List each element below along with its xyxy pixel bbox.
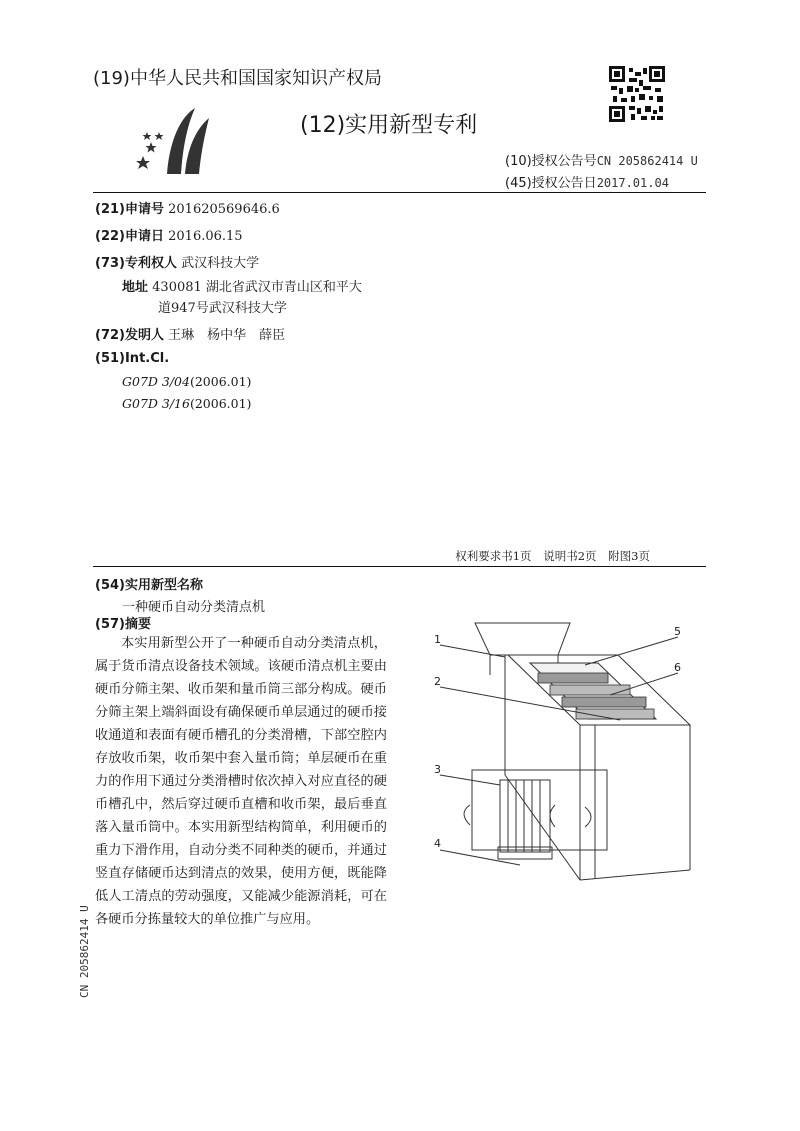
- patentee-value: 武汉科技大学: [181, 256, 260, 271]
- section-divider: [93, 566, 706, 567]
- figure-label-2: 2: [434, 675, 441, 688]
- app-date-value: 2016.06.15: [168, 229, 243, 244]
- figure-label-5: 5: [674, 625, 681, 638]
- patent-kind: (12)实用新型专利: [300, 113, 478, 138]
- abstract-label: (57)摘要: [95, 617, 151, 632]
- title-heading: [95, 574, 203, 593]
- ipc-version: (2006.01): [189, 396, 252, 411]
- utility-model-title: 一种硬币自动分类清点机: [122, 600, 266, 615]
- abstract-text: 本实用新型公开了一种硬币自动分类清点机，属于货币清点设备技术领域。该硬币清点机主要由硬币分筛主架、收币架和量币筒三部分构成。硬币分筛主架上端斜面设有确保硬币单层通过的硬币接收通道和表面有硬币槽孔的分类滑槽，下部空腔内存放收币架，收币架中套入量币筒；单层硬币在重力的作用下通过分类滑槽时依次掉入对应直径的硬币槽孔中，然后穿过硬币直槽和收币架，最后垂直落入量币筒中。本实用新型结构简单，利用硬币的重力下滑作用，自动分类不同种类的硬币，并通过竖直存储硬币达到清点的效果，使用方便，既能降低人工清点的劳动强度，又能减少能源消耗，可在各硬币分拣量较大的单位推广与应用。: [95, 636, 387, 927]
- logo-star: [146, 142, 157, 153]
- abstract-heading: [95, 613, 151, 632]
- figure-label-6: 6: [674, 661, 681, 674]
- header-divider: [93, 192, 706, 193]
- inventors: [95, 324, 285, 343]
- publication-date: [505, 172, 669, 191]
- pub-no-label: (10)授权公告号: [505, 154, 597, 169]
- pub-date-value: 2017.01.04: [596, 176, 669, 190]
- qr-code[interactable]: [609, 66, 665, 122]
- office-name: (19)中华人民共和国国家知识产权局: [93, 68, 382, 89]
- ipc-code: G07D 3/04: [122, 374, 190, 389]
- pub-no-value: CN 205862414 U: [596, 154, 698, 168]
- machine-drawing: [420, 615, 710, 890]
- ipc-header: [95, 351, 169, 366]
- logo-star: [155, 132, 164, 140]
- address-line-1: 430081 湖北省武汉市青山区和平大: [152, 280, 362, 295]
- logo-star: [136, 156, 150, 169]
- app-no-label: (21)申请号: [95, 202, 164, 217]
- ipc-class-1: [122, 374, 251, 389]
- title-label: (54)实用新型名称: [95, 578, 203, 593]
- figure-label-3: 3: [434, 763, 441, 776]
- figure-label-4: 4: [434, 837, 441, 850]
- ipc-class-2: [122, 396, 251, 411]
- patentee: [95, 252, 259, 271]
- logo-arc: [185, 118, 209, 174]
- ipc-label: (51)Int.Cl.: [95, 351, 170, 366]
- app-no-value: 201620569646.6: [168, 202, 280, 217]
- application-date: [95, 225, 243, 244]
- address-label: 地址: [122, 280, 149, 295]
- page-counts: 权利要求书1页 说明书2页 附图3页: [455, 549, 650, 563]
- pub-date-label: (45)授权公告日: [505, 176, 597, 191]
- address-line-2: 道947号武汉科技大学: [158, 301, 287, 316]
- inventor-names: 王琳 杨中华 薛臣: [168, 328, 286, 343]
- ipc-code: G07D 3/16: [122, 396, 190, 411]
- collection-rack: [464, 770, 607, 859]
- side-publication-number: CN 205862414 U: [78, 905, 91, 998]
- sorting-frame: [475, 623, 690, 880]
- app-date-label: (22)申请日: [95, 229, 164, 244]
- cnipa-logo: [133, 104, 215, 176]
- inventor-label: (72)发明人: [95, 328, 164, 343]
- logo-star: [143, 132, 152, 140]
- publication-number: [505, 150, 698, 169]
- patentee-label: (73)专利权人: [95, 256, 177, 271]
- application-number: [95, 198, 280, 217]
- address: [122, 276, 362, 295]
- ipc-version: (2006.01): [189, 374, 252, 389]
- figure-label-1: 1: [434, 633, 441, 646]
- address-continued: [158, 297, 287, 316]
